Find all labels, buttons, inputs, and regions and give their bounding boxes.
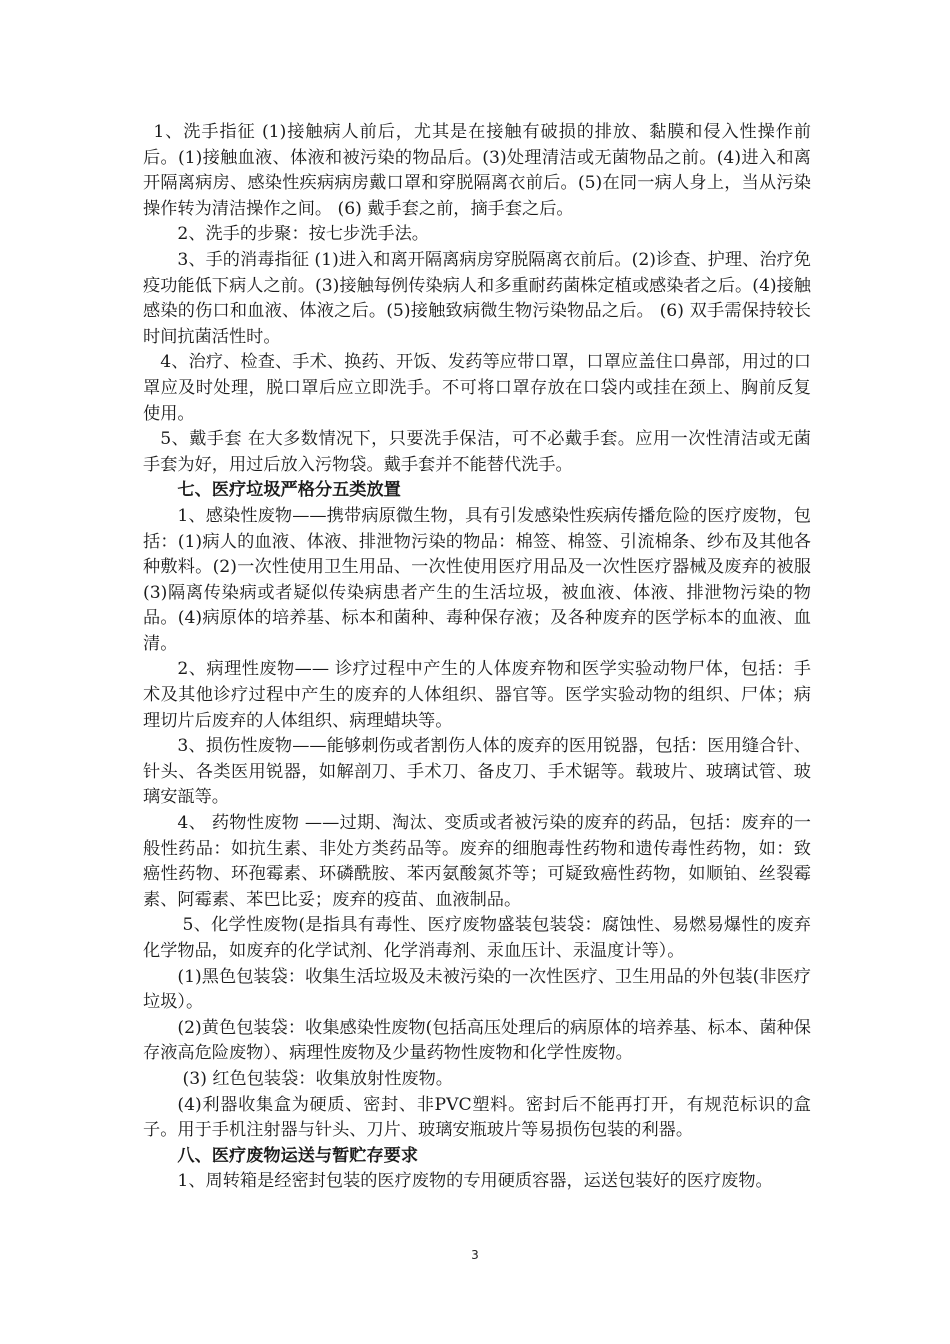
document-body — [143, 120, 811, 1195]
paragraph-transport-box: 1、周转箱是经密封包装的医疗废物的专用硬质容器，运送包装好的医疗废物。 — [177, 1171, 773, 1192]
paragraph-chemical-waste: 5、化学性废物(是指具有毒性、医疗废物盛装包装袋：腐蚀性、易燃易爆性的废弃化学物品，如废弃的化学试剂、化学消毒剂、汞血压计、汞温度计等）。 — [143, 915, 811, 961]
paragraph-mask-rules: 4、治疗、检查、手术、换药、开饭、发药等应带口罩，口罩应盖住口鼻部，用过的口罩应及时处理，脱口罩后应立即洗手。不可将口罩存放在口袋内或挂在颈上、胸前反复使用。 — [143, 352, 811, 424]
paragraph-black-bag: (1)黑色包装袋：收集生活垃圾及未被污染的一次性医疗、卫生用品的外包装(非医疗垃圾）。 — [143, 966, 811, 1013]
paragraph-pathological-waste: 2、病理性废物—— 诊疗过程中产生的人体废弃物和医学实验动物尸体，包括：手术及其他诊疗过程中产生的废弃的人体组织、器官等。医学实验动物的组织、尸体；病理切片后废弃的人体组织、病理蜡块等。 — [143, 659, 811, 731]
paragraph-hand-washing-indications: 1、洗手指征 (1)接触病人前后，尤其是在接触有破损的排放、黏膜和侵入性操作前后。(1)接触血液、体液和被污染的物品后。(3)处理清洁或无菌物品之前。(4)进入和离开隔离病房、感染性疾病病房戴口罩和穿脱隔离衣前后。(5)在同一病人身上，当从污染操作转为清洁操作之间。 (6) 戴手套之前，摘手套之后。 — [143, 122, 811, 219]
page-number: 3 — [471, 1248, 479, 1262]
section-heading-8: 八、医疗废物运送与暂贮存要求 — [177, 1145, 419, 1166]
section-heading-7: 七、医疗垃圾严格分五类放置 — [177, 480, 401, 501]
paragraph-pharmaceutical-waste: 4、 药物性废物 ——过期、淘汰、变质或者被污染的废弃的药品，包括：废弃的一般性药品：如抗生素、非处方类药品等。废弃的细胞毒性药物和遗传毒性药物，如：致癌性药物、环孢霉素、环磷酰胺、苯丙氨酸氮芥等；可疑致癌性药物，如顺铂、丝裂霉素、阿霉素、苯巴比妥；废弃的疫苗、血液制品。 — [143, 813, 811, 910]
paragraph-glove-rules: 5、戴手套 在大多数情况下，只要洗手保洁，可不必戴手套。应用一次性清洁或无菌手套为好，用过后放入污物袋。戴手套并不能替代洗手。 — [143, 429, 811, 475]
paragraph-hand-washing-steps: 2、洗手的步聚：按七步洗手法。 — [177, 224, 429, 245]
paragraph-hand-disinfection-indications: 3、手的消毒指征 (1)进入和离开隔离病房穿脱隔离衣前后。(2)诊查、护理、治疗免疫功能低下病人之前。(3)接触每例传染病人和多重耐药菌株定植或感染者之后。(4)接触感染的伤口和血液、体液之后。(5)接触致病微生物污染物品之后。 (6) 双手需保持较长时间抗菌活性时。 — [143, 249, 811, 347]
paragraph-infectious-waste: 1、感染性废物——携带病原微生物，具有引发感染性疾病传播危险的医疗废物，包括：(1)病人的血液、体液、排泄物污染的物品：棉签、棉签、引流棉条、纱布及其他各种敷料。(2)一次性使用卫生用品、一次性使用医疗用品及一次性医疗器械及废弃的被服 (3)隔离传染病或者疑似传染病患者产生的生活垃圾，被血液、体液、排泄物污染的物品。(4)病原体的培养基、标本和菌种、毒种保存液；及各种废弃的医学标本的血液、血清。 — [143, 505, 811, 654]
paragraph-yellow-bag: (2)黄色包装袋：收集感染性废物(包括高压处理后的病原体的培养基、标本、菌种保存液高危险废物）、病理性废物及少量药物性废物和化学性废物。 — [143, 1017, 811, 1064]
paragraph-red-bag: (3) 红色包装袋：收集放射性废物。 — [182, 1068, 453, 1089]
paragraph-sharps-waste: 3、损伤性废物——能够刺伤或者割伤人体的废弃的医用锐器，包括：医用缝合针、针头、各类医用锐器，如解剖刀、手术刀、备皮刀、手术锯等。载玻片、玻璃试管、玻璃安瓿等。 — [143, 736, 811, 808]
paragraph-sharps-container: (4)利器收集盒为硬质、密封、非PVC塑料。密封后不能再打开，有规范标识的盒子。用于手机注射器与针头、刀片、玻璃安瓶玻片等易损伤包装的利器。 — [143, 1094, 811, 1141]
